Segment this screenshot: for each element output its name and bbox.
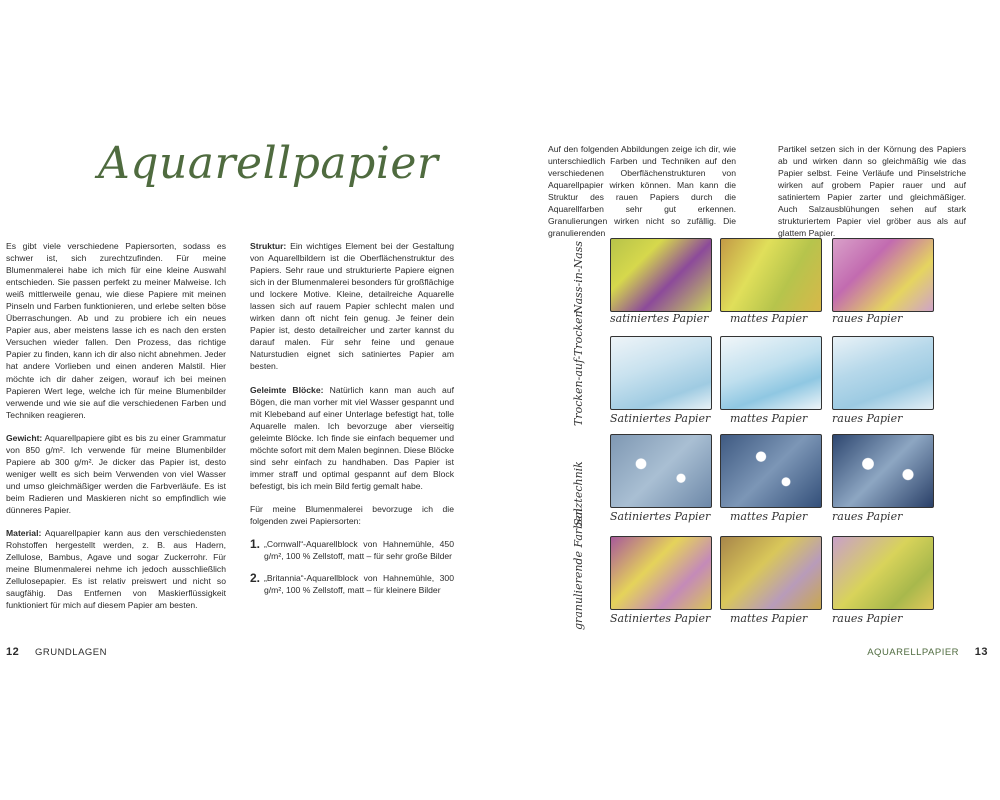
watercolor-swatch (832, 434, 934, 508)
swatch-caption: satiniertes Papier (610, 312, 709, 325)
weight-paragraph: Gewicht: Aquarellpapiere gibt es bis zu einer Grammatur von 850 g/m². Ich verwende für meine Blumenbilder Papiere ab 300 g/m². Je dicker das Papier ist, desto weniger wellt es sich beim Verwenden von viel Wasser und umso gleichmäßiger werden die Farbverläufe. Es ist beim Radieren und Maskieren nicht so empfindlich wie dünneres Papier. (6, 432, 226, 515)
text-column-2 (250, 240, 454, 606)
watercolor-swatch (720, 536, 822, 610)
watercolor-swatch (610, 238, 712, 312)
watercolor-swatch (720, 238, 822, 312)
swatch-caption: raues Papier (832, 412, 903, 425)
row-label: granulierende Farben (572, 508, 585, 630)
swatch-caption: mattes Papier (730, 412, 808, 425)
swatch-caption: mattes Papier (730, 312, 808, 325)
blocks-paragraph: Geleimte Blöcke: Natürlich kann man auch auf Bögen, die man vorher mit viel Wasser gespannt und mit Klebeband auf einer Unterlage befestigt hat, tolle Aquarelle malen. Ich bevorzuge aber vierseitig geleimte Blöcke. Ich finde sie einfach bequemer und möchte sofort mit dem Malen beginnen. Diese Blöcke sind sehr einfach zu handhaben. Das Papier ist immer straff und optimal gespannt auf dem Block befestigt, bis ich mein Bild fertig gemalt habe. (250, 384, 454, 491)
watercolor-swatch (610, 336, 712, 410)
paper-choice-paragraph: Für meine Blumenmalerei bevorzuge ich die folgenden zwei Papiersorten: (250, 503, 454, 526)
page-number-left: 12 (6, 646, 20, 658)
material-paragraph: Material: Aquarellpapier kann aus den verschiedensten Rohstoffen hergestellt werden, z. B. aus Hadern, Zellulose, Bambus, Agave und sogar Zuckerrohr. Für meine Blumenmalerei nehme ich jedoch ausschließlich Zellulosepapier. Es ist relativ preiswert und nicht so saugfähig. Das Entfernen von Maskierflüssigkeit funktioniert für mich auf diesem Papier am besten. (6, 528, 226, 611)
footer-right (867, 646, 988, 658)
text-column-1 (6, 240, 226, 622)
paper-comparison-illustration (570, 226, 950, 636)
structure-paragraph: Struktur: Ein wichtiges Element bei der Gestaltung von Aquarellbildern ist die Oberflächenstruktur des Papiers. Sehr raue und strukturierte Papiere eignen sich in der Blumenmalerei besonders für großflächige und lockere Motive. Kleine, detailreiche Aquarelle lassen sich auf rauem Papier schlecht malen und wirken dann oft nicht fein genug. Je feiner dein Papier ist, desto detailreicher und zarter kannst du darauf malen. Für sehr feine und genaue Naturstudien eignet sich satiniertes Papier am besten. (250, 241, 454, 372)
list-item: 2. „Britannia“-Aquarellblock von Hahnemühle, 300 g/m², 100 % Zellstoff, matt – für kleinere Bilder (250, 571, 454, 596)
watercolor-swatch (832, 238, 934, 312)
swatch-caption: raues Papier (832, 312, 903, 325)
swatch-caption: raues Papier (832, 612, 903, 625)
page-title: Aquarellpapier (98, 138, 439, 189)
section-label-left: GRUNDLAGEN (34, 647, 107, 658)
watercolor-swatch (832, 336, 934, 410)
watercolor-swatch (610, 434, 712, 508)
paper-list (250, 538, 454, 596)
row-label: Salztechnik (572, 461, 585, 526)
swatch-caption: Satiniertes Papier (610, 510, 711, 523)
watercolor-swatch (832, 536, 934, 610)
footer-left (6, 646, 107, 658)
swatch-caption: Satiniertes Papier (610, 612, 711, 625)
swatch-caption: Satiniertes Papier (610, 412, 711, 425)
text-column-4: Partikel setzen sich in der Körnung des Papiers ab und wirken dann so gleichmäßig wie das Papier selbst. Feine Verläufe und Pinselstriche wirken auf grobem Papier rauer und auf satiniertem Papier zarter und gleichmäßiger. Auch Salzausblühungen sehen auf stark strukturiertem Papier viel gröber aus als auf glattem Papier. (778, 144, 966, 239)
text-column-3: Auf den folgenden Abbildungen zeige ich dir, wie unterschiedlich Farben und Techniken auf den verschiedenen Oberflächenstrukturen von Aquarellpapier wirken können. Man kann die Struktur des rauen Papiers durch die Aquarellfarben sehr gut erkennen. Granulierungen wirken nicht so zufällig. Die granulierenden (548, 144, 736, 239)
page-number-right: 13 (974, 646, 988, 658)
swatch-caption: raues Papier (832, 510, 903, 523)
watercolor-swatch (720, 434, 822, 508)
list-item: 1. „Cornwall“-Aquarellblock von Hahnemühle, 450 g/m², 100 % Zellstoff, matt – für sehr große Bilder (250, 537, 454, 562)
watercolor-swatch (610, 536, 712, 610)
watercolor-swatch (720, 336, 822, 410)
row-label: Trocken-auf-Trocken (572, 310, 585, 426)
section-label-right: AQUARELLPAPIER (867, 647, 960, 658)
swatch-caption: mattes Papier (730, 510, 808, 523)
intro-paragraph: Es gibt viele verschiedene Papiersorten, sodass es schwer ist, sich zurechtzufinden. Für meine Blumenmalerei habe ich mich für eine kleine Auswahl entschieden. Sie passen perfekt zu meiner Malweise. Ich weiß mittlerweile genau, wie diese Papiere mit meinen Pinseln und Farben funktionieren, und erlebe selten böse Überraschungen. Ab und zu probiere ich ein neues Papier aus, aber meistens lasse ich es nach den ersten Versuchen wieder fallen. Den Prozess, das richtige Papier zu finden, kann ich dir also nicht abnehmen. Jeder hat andere Vorlieben und einen anderen Malstil. Hier möchte ich dir daher zeigen, worauf ich bei meinen Papieren Wert lege, welche ich für meine Blumenbilder verwende und wie sie auf die verschiedenen Farben und Techniken reagieren. (6, 241, 226, 420)
swatch-caption: mattes Papier (730, 612, 808, 625)
row-label: Nass-in-Nass (572, 241, 585, 314)
